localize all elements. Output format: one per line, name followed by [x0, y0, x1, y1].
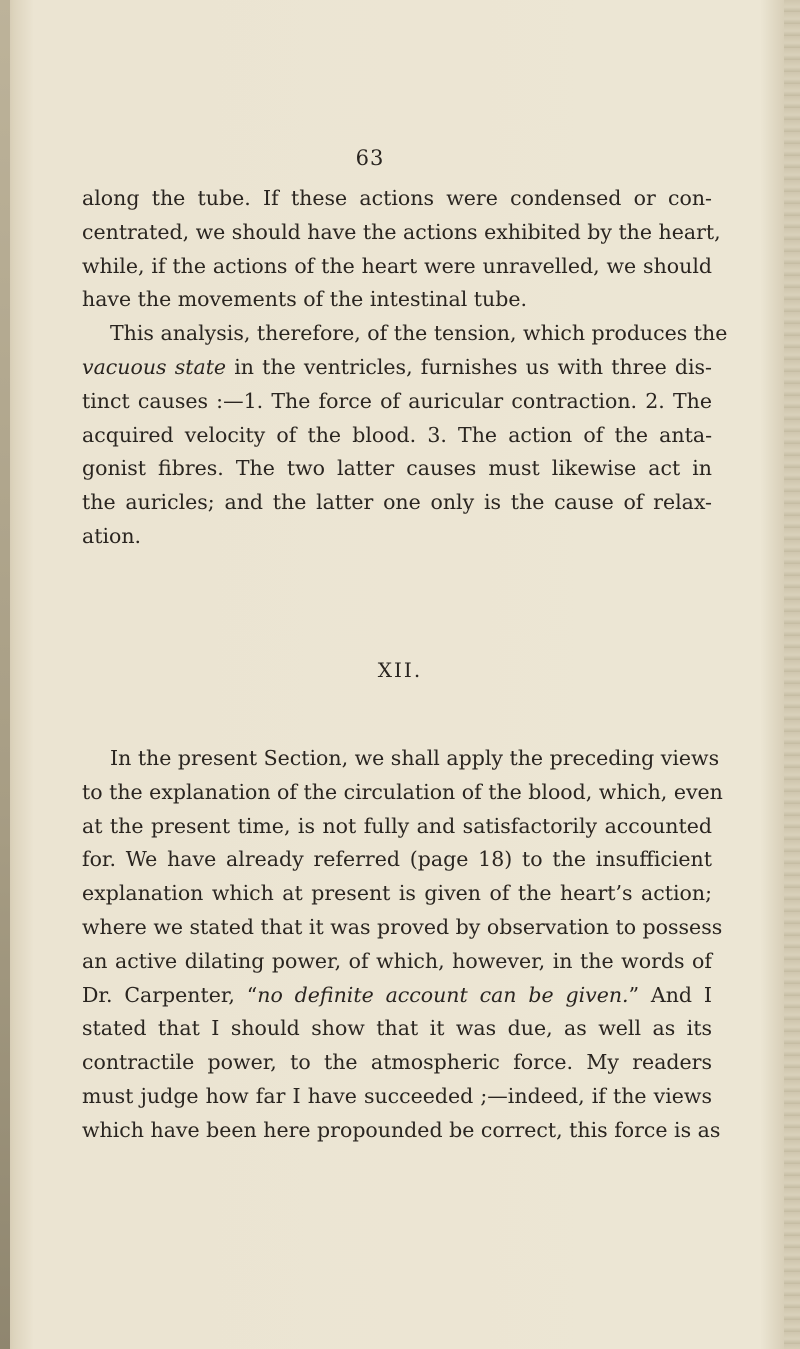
- text-block-upper: [82, 182, 728, 554]
- text-line: which have been here propounded be correct, this force is as: [82, 1117, 721, 1142]
- italic-phrase: vacuous state: [82, 354, 227, 379]
- text-line: where we stated that it was proved by observation to possess: [82, 914, 723, 939]
- text-run: in the ventricles, furnishes us with three dis-: [226, 354, 712, 379]
- text-line: [82, 351, 712, 385]
- text-line: stated that I should show that it was due, as well as its: [82, 1016, 712, 1041]
- page-fore-edge: [784, 0, 800, 1349]
- text-line: to the explanation of the circulation of the blood, which, even: [82, 779, 723, 804]
- text-line: along the tube. If these actions were condensed or con-: [82, 186, 712, 210]
- section-heading: XII.: [377, 658, 423, 682]
- text-line: the auricles; and the latter one only is the cause of relax-: [82, 490, 712, 515]
- text-line: [82, 979, 712, 1013]
- text-line: contractile power, to the atmospheric force. My readers: [82, 1050, 712, 1075]
- text-line: ation.: [82, 523, 142, 548]
- text-run: ” And I: [628, 982, 712, 1007]
- text-line: an active dilating power, of which, however, in the words of: [82, 948, 712, 973]
- text-line: explanation which at present is given of the heart’s action;: [82, 881, 712, 906]
- text-line: centrated, we should have the actions exhibited by the heart,: [82, 219, 721, 244]
- text-line: In the present Section, we shall apply the preceding views: [110, 746, 720, 770]
- text-line: have the movements of the intestinal tube.: [82, 287, 527, 312]
- text-block-lower: [82, 742, 723, 1148]
- text-line: This analysis, therefore, of the tension, which produces the: [110, 321, 728, 346]
- page-number: 63: [355, 146, 385, 170]
- italic-quote: no definite account can be given.: [257, 982, 629, 1007]
- text-run: Dr. Carpenter, “: [82, 982, 258, 1007]
- text-line: gonist fibres. The two latter causes must likewise act in: [82, 456, 712, 481]
- page-binding-edge: [0, 0, 10, 1349]
- text-line: for. We have already referred (page 18) to the insufficient: [82, 847, 712, 872]
- text-line: must judge how far I have succeeded ;—indeed, if the views: [82, 1083, 712, 1108]
- text-line: acquired velocity of the blood. 3. The action of the anta-: [82, 422, 712, 447]
- text-line: tinct causes :—1. The force of auricular contraction. 2. The: [82, 388, 712, 413]
- text-line: while, if the actions of the heart were unravelled, we should: [82, 253, 712, 278]
- text-line: at the present time, is not fully and satisfactorily accounted: [82, 813, 712, 838]
